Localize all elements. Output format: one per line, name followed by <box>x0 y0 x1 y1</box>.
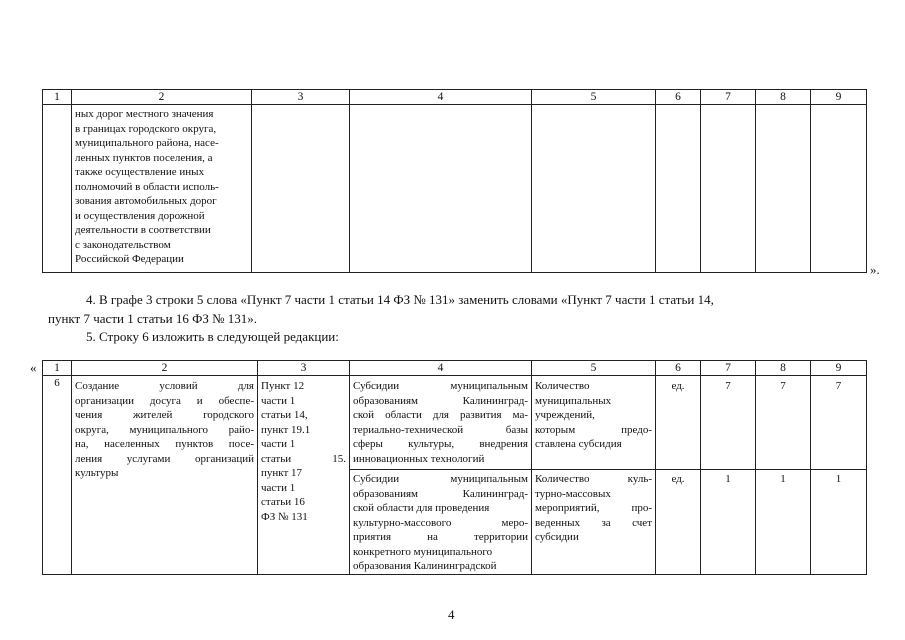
text-line: части 1 <box>261 481 296 494</box>
paragraph-4-line-2: пункт 7 части 1 статьи 16 ФЗ № 131». <box>48 311 258 326</box>
closing-quote: ». <box>870 262 880 277</box>
text-line: Создание условий для <box>75 380 254 392</box>
text-line: сферы культуры, внедрения <box>353 438 528 450</box>
table-continuation <box>42 89 867 273</box>
cell-value-7: 1 <box>701 470 756 575</box>
col-number-8: 8 <box>756 90 811 105</box>
text-line: деятельности в соответствии <box>75 224 211 236</box>
text-line: ных дорог местного значения <box>75 108 214 120</box>
cell-value-9: 7 <box>811 376 867 470</box>
opening-quote: « <box>30 360 37 375</box>
col-number-4: 4 <box>350 90 532 105</box>
text-line: муниципального района, насе- <box>75 137 219 149</box>
table-row <box>43 105 867 273</box>
text-line: ленных пунктов поселения, а <box>75 151 213 164</box>
text-line: ской области для проведения <box>353 502 490 514</box>
cell-subsidy <box>350 470 532 575</box>
page-number: 4 <box>448 607 455 622</box>
row-number: 6 <box>43 376 72 575</box>
text-line: пункт 19.1 <box>261 423 311 436</box>
text-line: конкретного муниципального <box>353 545 493 558</box>
table-header-row <box>43 361 867 376</box>
text-line: которым предо- <box>535 423 652 436</box>
col-number-6: 6 <box>656 361 701 376</box>
text-line: полномочий в области исполь- <box>75 180 219 193</box>
cell-value-7: 7 <box>701 376 756 470</box>
text-line: ставлена субсидия <box>535 438 622 450</box>
col-number-4: 4 <box>350 361 532 376</box>
cell-indicator <box>532 470 656 575</box>
text-line: турно-массовых <box>535 487 611 500</box>
cell-empty <box>252 105 350 273</box>
text-line: веденных за счет <box>535 516 652 529</box>
text-line: приятия на территории <box>353 531 528 543</box>
text-line: инновационных технологий <box>353 452 485 465</box>
text-line: культурно-массового меро- <box>353 516 528 529</box>
col-number-7: 7 <box>701 90 756 105</box>
text-line: ФЗ № 131 <box>261 510 308 523</box>
text-line: с законодательством <box>75 238 171 251</box>
col-number-5: 5 <box>532 90 656 105</box>
cell-empty <box>532 105 656 273</box>
text-line: статьи 15. <box>261 452 346 465</box>
text-line: культуры <box>75 467 119 479</box>
cell-empty <box>756 105 811 273</box>
col-number-7: 7 <box>701 361 756 376</box>
text-line: пункт 17 <box>261 467 303 479</box>
text-line: чения жителей городского <box>75 409 254 421</box>
text-line: ления услугами организаций <box>75 452 254 465</box>
cell-value-9: 1 <box>811 470 867 575</box>
cell-task-text <box>72 376 258 575</box>
table-header-row <box>43 90 867 105</box>
text-line: организации досуга и обеспе- <box>75 394 254 407</box>
text-line: на, населенных пунктов посе- <box>75 438 254 450</box>
text-line: Количество <box>535 380 590 392</box>
col-number-1: 1 <box>43 361 72 376</box>
col-number-9: 9 <box>811 361 867 376</box>
table-row-6-edition <box>42 360 867 575</box>
text-line: териально-технической базы <box>353 423 528 436</box>
col-number-9: 9 <box>811 90 867 105</box>
col-number-8: 8 <box>756 361 811 376</box>
text-line: и осуществления дорожной <box>75 209 205 222</box>
paragraph-5: 5. Строку 6 изложить в следующей редакции: <box>86 329 339 344</box>
text-line: Субсидии муниципальным <box>353 380 528 392</box>
text-line: ской области для развития ма- <box>353 409 528 421</box>
cell-task-text <box>72 105 252 273</box>
text-line: статьи 16 <box>261 496 305 508</box>
cell-empty <box>811 105 867 273</box>
cell-empty <box>701 105 756 273</box>
text-line: зования автомобильных дорог <box>75 195 217 207</box>
text-line: части 1 <box>261 438 296 450</box>
cell-unit: ед. <box>656 376 701 470</box>
text-line: Субсидии муниципальным <box>353 473 528 485</box>
cell-subsidy <box>350 376 532 470</box>
cell-indicator <box>532 376 656 470</box>
col-number-3: 3 <box>252 90 350 105</box>
cell-empty <box>43 105 72 273</box>
text-line: мероприятий, про- <box>535 502 652 514</box>
text-line: муниципальных <box>535 394 612 407</box>
text-line: Пункт 12 <box>261 380 305 392</box>
col-number-2: 2 <box>72 90 252 105</box>
col-number-5: 5 <box>532 361 656 376</box>
text-line: округа, муниципального райо- <box>75 423 254 436</box>
paragraph-4-line-1: 4. В графе 3 строки 5 слова «Пункт 7 части 1 статьи 14 ФЗ № 131» заменить словами «Пункт 7 части 1 статьи 14, <box>86 292 714 307</box>
cell-value-8: 1 <box>756 470 811 575</box>
col-number-3: 3 <box>258 361 350 376</box>
text-line: учреждений, <box>535 409 595 421</box>
text-line: также осуществление иных <box>75 166 205 178</box>
text-line: Российской Федерации <box>75 253 184 265</box>
cell-legal-basis <box>258 376 350 575</box>
text-line: в границах городского округа, <box>75 122 217 135</box>
table-row <box>43 376 867 470</box>
text-line: части 1 <box>261 394 296 407</box>
col-number-1: 1 <box>43 90 72 105</box>
cell-unit: ед. <box>656 470 701 575</box>
text-line: образованиям Калининград- <box>353 487 528 500</box>
col-number-2: 2 <box>72 361 258 376</box>
text-line: субсидии <box>535 531 579 543</box>
text-line: образованиям Калининград- <box>353 394 528 407</box>
cell-value-8: 7 <box>756 376 811 470</box>
col-number-6: 6 <box>656 90 701 105</box>
cell-empty <box>350 105 532 273</box>
cell-empty <box>656 105 701 273</box>
text-line: Количество куль- <box>535 473 652 485</box>
text-line: образования Калининградской <box>353 560 497 572</box>
text-line: статьи 14, <box>261 409 308 421</box>
